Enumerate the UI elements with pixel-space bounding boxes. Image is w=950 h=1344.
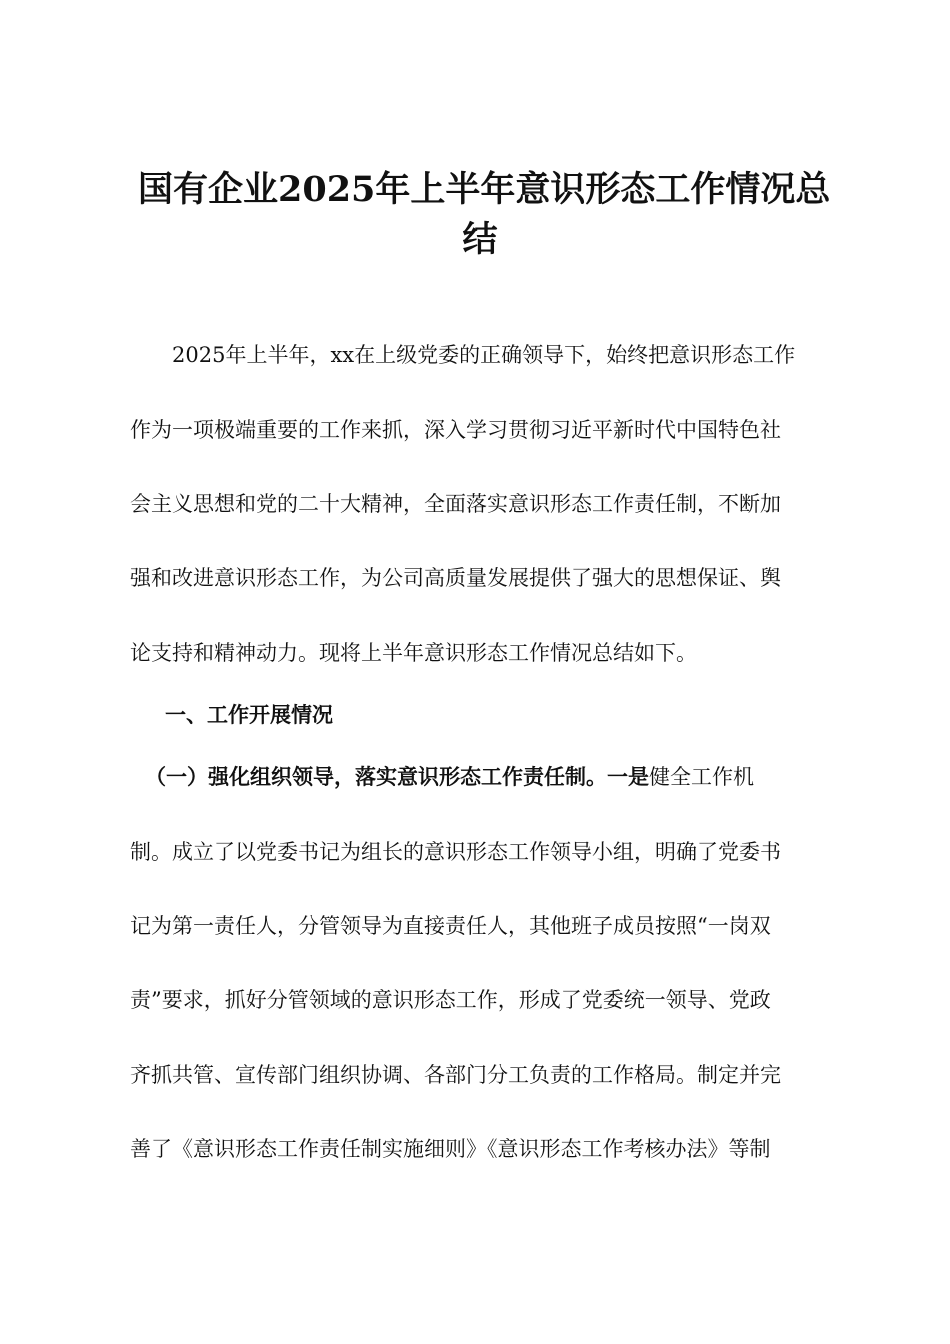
intro-line: 2025年上半年，xx在上级党委的正确领导下，始终把意识形态工作 — [172, 343, 796, 367]
body-line: 齐抓共管、宣传部门组织协调、各部门分工负责的工作格局。制定并完 — [130, 1063, 781, 1087]
intro-line: 强和改进意识形态工作，为公司高质量发展提供了强大的思想保证、舆 — [130, 566, 781, 590]
body-line: 记为第一责任人，分管领导为直接责任人，其他班子成员按照“一岗双 — [130, 914, 771, 938]
subsection-first-line — [145, 762, 832, 792]
section-heading: 一、工作开展情况 — [165, 702, 333, 727]
intro-line: 会主义思想和党的二十大精神，全面落实意识形态工作责任制，不断加 — [130, 492, 781, 516]
intro-line: 作为一项极端重要的工作来抓，深入学习贯彻习近平新时代中国特色社 — [130, 418, 781, 442]
subsection-text: 健全工作机 — [649, 765, 754, 789]
document-title-continued: 结 — [462, 219, 498, 260]
body-line: 责”要求，抓好分管领域的意识形态工作，形成了党委统一领导、党政 — [130, 988, 771, 1012]
body-line: 善了《意识形态工作责任制实施细则》《意识形态工作考核办法》等制 — [130, 1137, 771, 1161]
subsection-heading: （一）强化组织领导，落实意识形态工作责任制。一是 — [145, 764, 649, 789]
document-title: 国有企业2025年上半年意识形态工作情况总 — [138, 169, 831, 210]
body-line: 制。成立了以党委书记为组长的意识形态工作领导小组，明确了党委书 — [130, 840, 781, 864]
intro-line: 论支持和精神动力。现将上半年意识形态工作情况总结如下。 — [130, 641, 697, 665]
